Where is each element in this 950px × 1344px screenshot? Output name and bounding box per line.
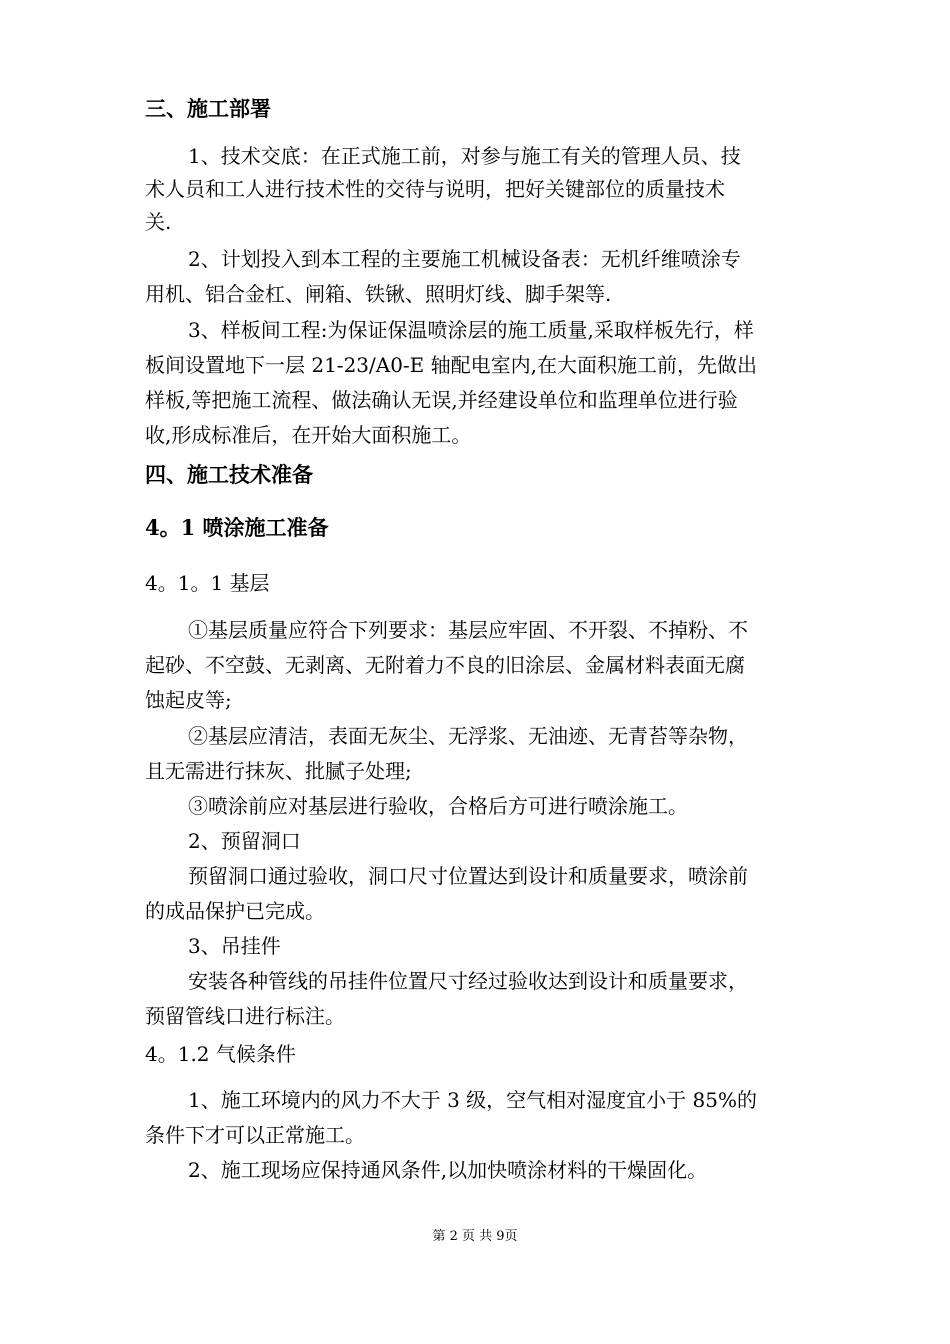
paragraph-line: 样板,等把施工流程、做法确认无误,并经建设单位和监理单位进行验 xyxy=(145,388,738,412)
paragraph-line: 且无需进行抹灰、批腻子处理; xyxy=(145,759,412,783)
paragraph-line: 收,形成标准后，在开始大面积施工。 xyxy=(145,423,472,447)
subsubsection-heading: 4。1.2 气候条件 xyxy=(145,1042,296,1066)
paragraph-line: ①基层质量应符合下列要求：基层应牢固、不开裂、不掉粉、不 xyxy=(188,618,748,642)
item-heading: 2、预留洞口 xyxy=(188,829,301,853)
paragraph-line: 起砂、不空鼓、无剥离、无附着力不良的旧涂层、金属材料表面无腐 xyxy=(145,653,745,677)
subsection-heading-4-1: 4。1 喷涂施工准备 xyxy=(145,515,329,540)
paragraph-line: 预留洞口通过验收，洞口尺寸位置达到设计和质量要求，喷涂前 xyxy=(188,864,748,888)
paragraph-line: 术人员和工人进行技术性的交待与说明，把好关键部位的质量技术 xyxy=(145,177,725,201)
paragraph-line: 蚀起皮等; xyxy=(145,688,232,712)
paragraph-line: ③喷涂前应对基层进行验收，合格后方可进行喷涂施工。 xyxy=(188,794,688,818)
item-heading: 3、吊挂件 xyxy=(188,934,281,958)
paragraph-line: 的成品保护已完成。 xyxy=(145,899,325,923)
paragraph-line: 板间设置地下一层 21-23/A0-E 轴配电室内,在大面积施工前，先做出 xyxy=(145,353,757,377)
paragraph-line: 关. xyxy=(145,210,172,234)
paragraph-line: 用机、铝合金杠、闸箱、铁锹、照明灯线、脚手架等. xyxy=(145,282,612,306)
page-footer: 第 2 页 共 9页 xyxy=(432,1229,518,1244)
paragraph-line: 预留管线口进行标注。 xyxy=(145,1004,345,1028)
section-heading-3: 三、施工部署 xyxy=(145,96,271,121)
paragraph-line: 条件下才可以正常施工。 xyxy=(145,1123,365,1147)
subsubsection-heading: 4。1。1 基层 xyxy=(145,571,270,595)
paragraph-line: 安装各种管线的吊挂件位置尺寸经过验收达到设计和质量要求， xyxy=(188,969,748,993)
paragraph-line: 2、施工现场应保持通风条件,以加快喷涂材料的干燥固化。 xyxy=(188,1158,708,1182)
paragraph-line: 1、技术交底：在正式施工前，对参与施工有关的管理人员、技 xyxy=(188,144,741,168)
paragraph-line: 2、计划投入到本工程的主要施工机械设备表：无机纤维喷涂专 xyxy=(188,247,741,271)
paragraph-line: ②基层应清洁，表面无灰尘、无浮浆、无油迹、无青苔等杂物， xyxy=(188,724,748,748)
paragraph-line: 3、样板间工程:为保证保温喷涂层的施工质量,采取样板先行，样 xyxy=(188,318,754,342)
paragraph-line: 1、施工环境内的风力不大于 3 级，空气相对湿度宜小于 85%的 xyxy=(188,1088,757,1112)
section-heading-4: 四、施工技术准备 xyxy=(145,462,313,487)
